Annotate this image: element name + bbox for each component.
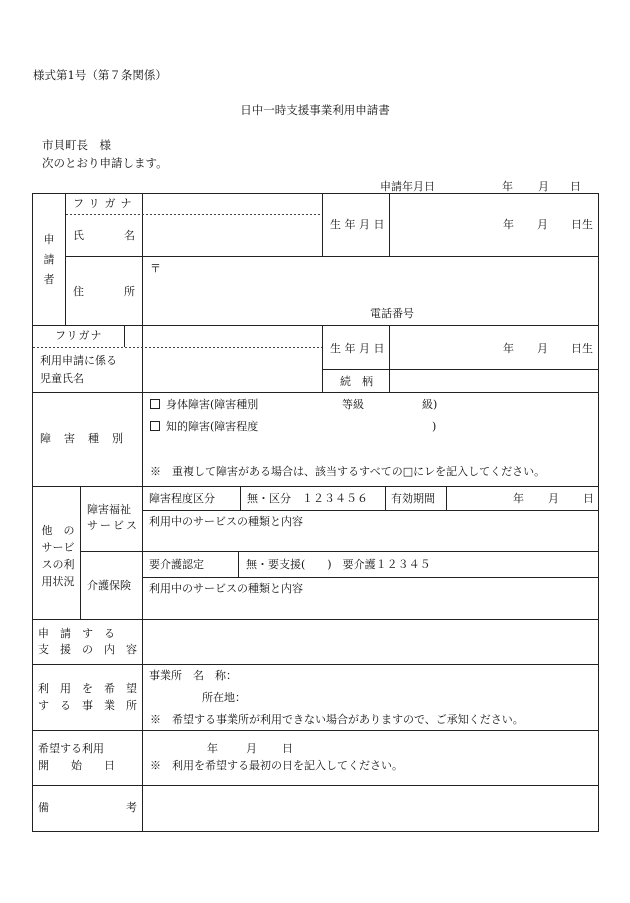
disability-type-label: 障 害 種 別 (40, 432, 124, 445)
start-day: 日 (282, 742, 293, 755)
applicant-name-field[interactable] (143, 215, 322, 256)
welfare-details-label: 利用中のサービスの種類と内容 (149, 515, 303, 528)
care-details-label: 利用中のサービスの種類と内容 (149, 582, 303, 595)
child-name-label-line1: 利用申請に係る (40, 354, 117, 367)
physical-disability-checkbox[interactable] (150, 399, 160, 409)
intellectual-close-paren: ) (432, 420, 437, 433)
start-month: 月 (246, 742, 257, 755)
disability-level-options[interactable]: 無・区分 １２３４５６ (247, 492, 368, 505)
child-birthdate-label: 生 年 月 日 (330, 342, 385, 355)
remarks-label-1: 備 (38, 801, 49, 814)
document-title: 日中一時支援事業利用申請書 (240, 103, 390, 117)
child-birth-month: 月 (537, 342, 548, 355)
intellectual-disability-checkbox[interactable] (150, 421, 160, 431)
applicant-birthdate-field[interactable] (390, 194, 598, 256)
applicant-address-label-1: 住 (73, 285, 84, 298)
applicant-name-label-1: 氏 (73, 229, 84, 242)
applicant-birth-month: 月 (537, 218, 548, 231)
applicant-birth-year: 年 (503, 218, 514, 231)
application-date-month: 月 (538, 180, 549, 193)
form-number: 様式第1号（第７条関係） (33, 68, 167, 82)
welfare-details-field[interactable] (143, 511, 598, 551)
support-label-line2: 支 援 の 内 容 (38, 643, 137, 656)
applicant-birth-day: 日生 (571, 218, 593, 231)
support-content-field[interactable] (143, 620, 598, 664)
child-furigana-field[interactable] (143, 326, 322, 347)
addressee: 市貝町長 様 (42, 138, 111, 152)
physical-disability-option[interactable] (150, 399, 258, 410)
applicant-furigana-label: フリガナ (73, 197, 137, 210)
facility-label-line2: す る 事 業 所 (38, 699, 137, 712)
application-date-day: 日 (570, 180, 581, 193)
validity-month: 月 (548, 492, 559, 505)
facility-address-field[interactable] (250, 688, 590, 708)
care-details-field[interactable] (143, 578, 598, 619)
applicant-furigana-field[interactable] (143, 194, 322, 214)
facility-label-line1: 利 用 を 希 望 (38, 682, 137, 695)
physical-disability-label: 身体障害(障害種別 (166, 398, 259, 411)
other-services-label: 他 の サービ スの利 用状況 (41, 524, 75, 588)
remarks-label-2: 考 (126, 801, 137, 814)
applicant-name-label-2: 名 (124, 229, 135, 242)
care-cert-options[interactable]: 無・要支援( ) 要介護１２３４５ (246, 558, 431, 571)
support-label-line1: 申 請 す る (38, 627, 115, 640)
application-date-label: 申請年月日 (380, 180, 435, 193)
relation-label: 続 柄 (340, 375, 373, 388)
welfare-label-line2: サービス (87, 519, 139, 532)
welfare-label-line1: 障害福祉 (87, 503, 131, 516)
validity-year: 年 (513, 492, 524, 505)
physical-grade-label: 等級 (342, 398, 364, 411)
applicant-birthdate-label: 生 年 月 日 (330, 218, 385, 231)
applicant-address-label-2: 所 (124, 285, 135, 298)
physical-grade-unit: 級) (422, 398, 438, 411)
child-name-label-line2: 児童氏名 (40, 372, 84, 385)
disability-level-label: 障害程度区分 (149, 492, 215, 505)
child-birth-year: 年 (503, 342, 514, 355)
intellectual-disability-label: 知的障害(障害程度 (166, 420, 259, 433)
disability-note: ※ 重複して障害がある場合は、該当するすべての□にレを記入してください。 (150, 465, 546, 478)
intro-text: 次のとおり申請します。 (42, 156, 168, 170)
validity-period-label: 有効期間 (391, 492, 435, 505)
relation-field[interactable] (390, 370, 598, 392)
child-birth-day: 日生 (571, 342, 593, 355)
care-insurance-label: 介護保険 (87, 579, 131, 592)
remarks-field[interactable] (143, 786, 598, 831)
start-date-label-line2: 開 始 日 (38, 759, 115, 772)
start-date-label-line1: 希望する利用 (38, 742, 104, 755)
validity-day: 日 (583, 492, 594, 505)
application-date-year: 年 (502, 180, 513, 193)
care-cert-label: 要介護認定 (149, 558, 204, 571)
child-birthdate-field[interactable] (390, 326, 598, 369)
facility-address-label: 所在地： (202, 691, 246, 704)
facility-name-field[interactable] (250, 666, 590, 686)
start-year: 年 (207, 742, 218, 755)
facility-note: ※ 希望する事業所が利用できない場合がありますので、ご承知ください。 (150, 713, 524, 726)
intellectual-disability-option[interactable] (150, 421, 258, 432)
facility-name-label: 事業所 名 称： (149, 669, 237, 682)
child-furigana-label: フリガナ (55, 329, 103, 342)
postal-mark: 〒 (150, 262, 161, 275)
applicant-section-label: 申 請 者 (43, 233, 55, 286)
start-date-note: ※ 利用を希望する最初の日を記入してください。 (150, 759, 403, 772)
phone-label: 電話番号 (370, 307, 414, 320)
child-name-field[interactable] (143, 348, 322, 392)
